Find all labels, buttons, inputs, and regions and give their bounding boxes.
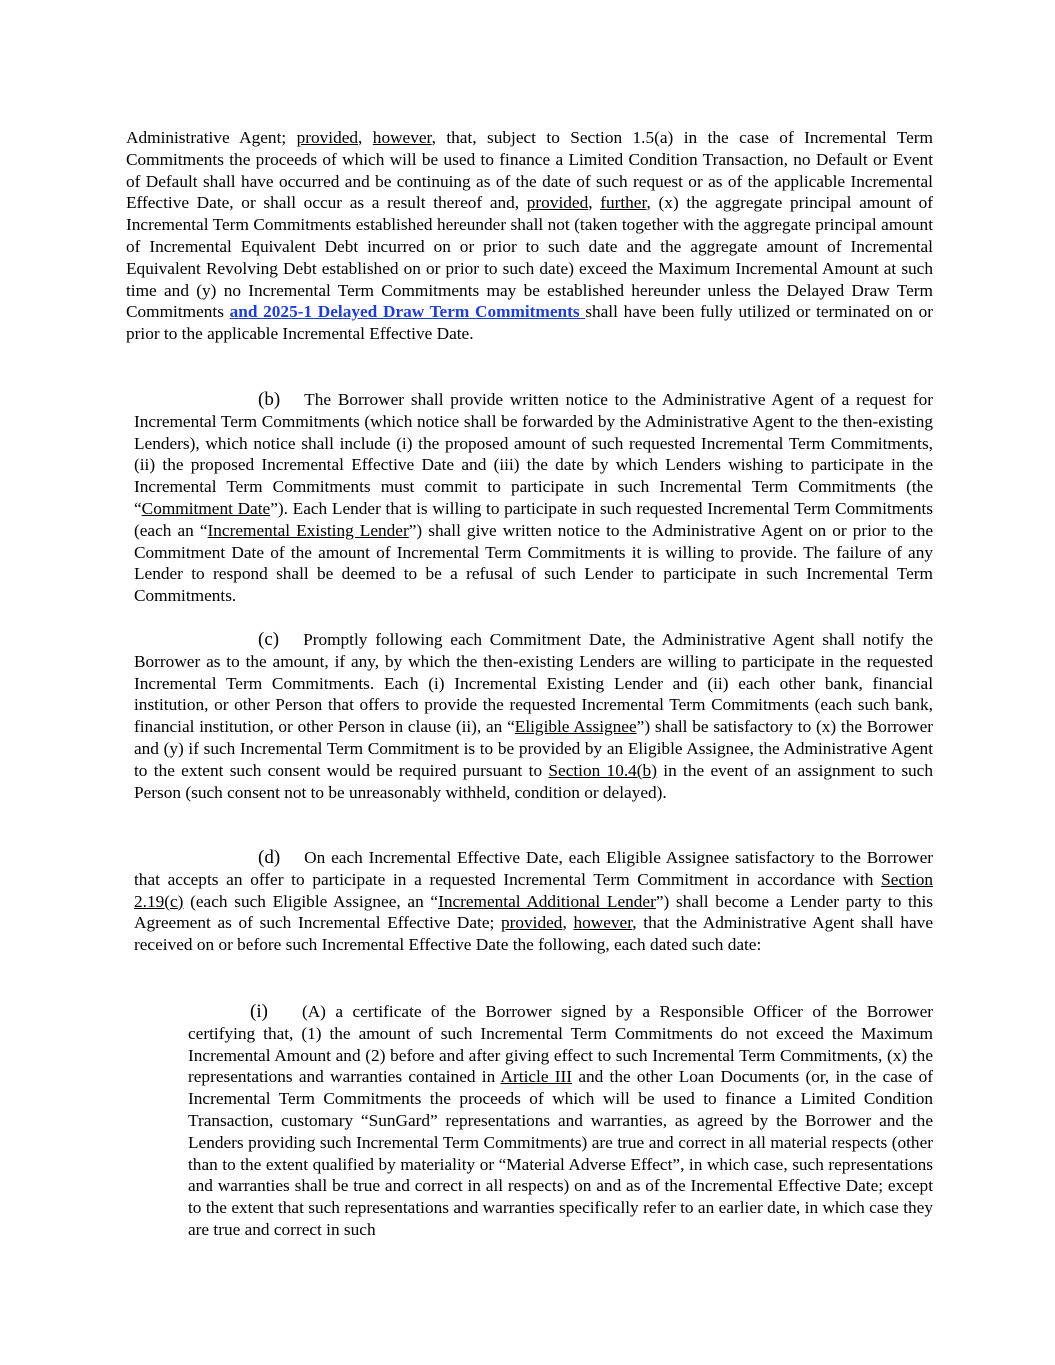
provided-term: provided — [526, 193, 589, 213]
section-number: (c) — [258, 629, 280, 650]
text: , — [358, 128, 373, 147]
section-number: (d) — [258, 847, 281, 868]
however-term: however — [372, 128, 432, 147]
text: ”) shall become a Lender party to this Agreement as of such Incremental Effective Date; — [134, 891, 933, 933]
text: On each Incremental Effective Date, each Eligible Assignee satisfactory to the Borrower that accepts an offer to participate in a requested Incremental Term Commitment in accordance with — [134, 848, 933, 889]
text: Promptly following each Commitment Date, the Administrative Agent shall notify the Borrower as to the amount, if any, by which the then-existing Lenders are willing to participate in the requested Incremental Term Commitments. Each (i) Incremental Existing Lender and (ii) each other bank, financial institution, or other Person that offers to provide the requested Incremental Term Commitments (each such bank, financial institution, or other Person in clause (ii), an “ — [134, 630, 933, 737]
defined-term: Incremental Additional Lender — [438, 891, 656, 911]
defined-term: Incremental Existing Lender — [207, 520, 409, 540]
defined-term: Eligible Assignee — [514, 717, 637, 737]
text: ”). Each Lender that is willing to participate in such requested Incremental Term Commitments (each an “ — [134, 498, 933, 540]
text: shall have been fully utilized or terminated on or prior to the applicable Incremental Effective Date. — [126, 302, 933, 344]
paragraph-i — [188, 1001, 933, 1241]
section-number: (b) — [258, 389, 281, 410]
text: , (x) the aggregate principal amount of Incremental Term Commitments established hereunder shall not (taken together with the aggregate principal amount of Incremental Equivalent Debt incurred on or prior to such date and the aggregate amount of Incremental Equivalent Revolving Debt established on or prior to such date) exceed the Maximum Incremental Amount at such time and (y) no Incremental Term Commitments may be established hereunder unless the Delayed Draw Term Commitments — [126, 193, 933, 322]
text: (each such Eligible Assignee, an “ — [183, 891, 439, 911]
section-reference: Section 2.19(c) — [134, 869, 933, 911]
paragraph-continuation — [126, 127, 933, 345]
however-term: however — [573, 913, 633, 933]
provided-term: provided — [501, 913, 563, 933]
paragraph-d — [134, 847, 933, 956]
inserted-text: and 2025-1 Delayed Draw Term Commitments — [229, 302, 586, 322]
text: Administrative Agent; — [126, 128, 297, 147]
text: , that the Administrative Agent shall have received on or before such Incremental Effective Date the following, each dated such date: — [134, 913, 933, 955]
text: , that, subject to Section 1.5(a) in the case of Incremental Term Commitments the proceeds of which will be used to finance a Limited Condition Transaction, no Default or Event of Default shall have occurred and be continuing as of the date of such request or as of the applicable Incremental Effective Date, or shall occur as a result thereof and, — [126, 128, 933, 213]
defined-term: Commitment Date — [141, 498, 271, 518]
section-number: (i) — [250, 1001, 268, 1022]
text: , — [562, 913, 574, 933]
text: ”) shall be satisfactory to (x) the Borrower and (y) if such Incremental Term Commitment is to be provided by an Eligible Assignee, the Administrative Agent to the extent such consent would be required pursuant to — [134, 717, 933, 780]
paragraph-c — [134, 629, 933, 803]
article-reference: Article III — [500, 1067, 573, 1087]
section-reference: Section 10.4(b) — [548, 760, 657, 780]
text: , — [588, 193, 601, 213]
provided-term: provided — [296, 128, 359, 147]
text: and the other Loan Documents (or, in the case of Incremental Term Commitments the proceeds of which will be used to finance a Limited Condition Transaction, customary “SunGard” representations and warranties, as agreed by the Borrower and the Lenders providing such Incremental Term Commitments) are true and correct in all material respects (other than to the extent qualified by materiality or “Material Adverse Effect”, in which case, such representations and warranties shall be true and correct in all respects) on and as of the Incremental Effective Date; except to the extent that such representations and warranties specifically refer to an earlier date, in which case they are true and correct in such — [188, 1067, 933, 1239]
further-term: further — [600, 193, 647, 213]
text: The Borrower shall provide written notice to the Administrative Agent of a request for Incremental Term Commitments (which notice shall be forwarded by the Administrative Agent to the then-existing Lenders), which notice shall include (i) the proposed amount of such requested Incremental Term Commitments, (ii) the proposed Incremental Effective Date and (iii) the date by which Lenders wishing to participate in the Incremental Term Commitments must commit to participate in such Incremental Term Commitments (the “ — [134, 390, 933, 518]
paragraph-b — [134, 389, 933, 607]
text: (A) a certificate of the Borrower signed by a Responsible Officer of the Borrower certifying that, (1) the amount of such Incremental Term Commitments do not exceed the Maximum Incremental Amount and (2) before and after giving effect to such Incremental Term Commitments, (x) the representations and warranties contained in — [188, 1002, 933, 1087]
text: in the event of an assignment to such Person (such consent not to be unreasonably withheld, condition or delayed). — [134, 760, 933, 802]
text: ”) shall give written notice to the Administrative Agent on or prior to the Commitment Date of the amount of Incremental Term Commitments it is willing to provide. The failure of any Lender to respond shall be deemed to be a refusal of such Lender to participate in such Incremental Term Commitments. — [134, 520, 933, 606]
